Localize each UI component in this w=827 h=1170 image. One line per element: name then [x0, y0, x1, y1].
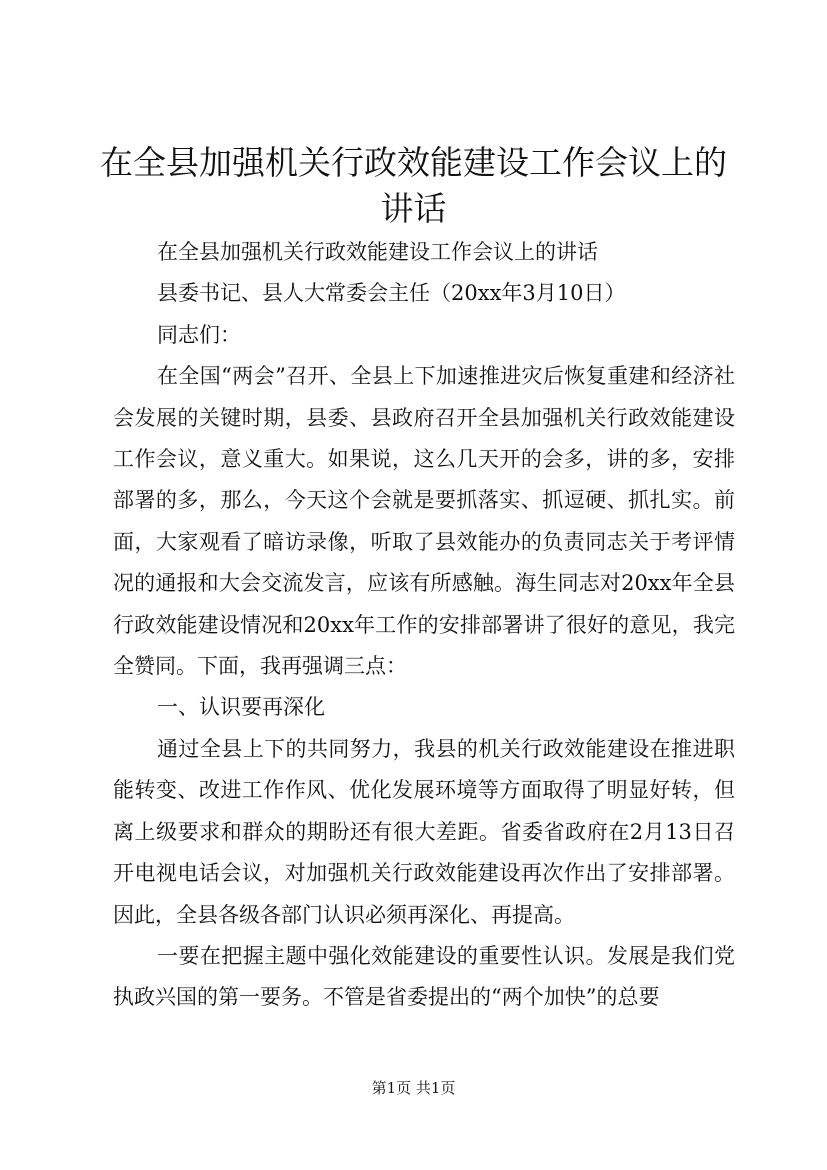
section-heading: 一、认识要再深化 [157, 695, 325, 720]
body-paragraph: 在全国“两会”召开、全县上下加速推进灾后恢复重建和经济社会发展的关键时期，县委、县政府召开全县加强机关行政效能建设工作会议，意义重大。如果说，这么几天开的会多，讲的多，安排部署的多，那么，今天这个会就是要抓落实、抓逗硬、抓扎实。前面，大家观看了暗访录像，听取了县效能办的负责同志关于考评情况的通报和大会交流发言，应该有所感触。海生同志对20xx年全县行政效能建设情况和20xx年工作的安排部署讲了很好的意见，我完全赞同。下面，我再强调三点： [113, 364, 735, 679]
speaker-line: 县委书记、县人大常委会主任（20xx年3月10日） [157, 281, 626, 306]
body-paragraph: 通过全县上下的共同努力，我县的机关行政效能建设在推进职能转变、改进工作作风、优化发展环境等方面取得了明显好转，但离上级要求和群众的期盼还有很大差距。省委省政府在2月13日召开电视电话会议，对加强机关行政效能建设再次作出了安排部署。因此，全县各级各部门认识必须再深化、再提高。 [113, 736, 735, 927]
document-title: 在全县加强机关行政效能建设工作会议上的讲话 [100, 143, 727, 228]
salutation: 同志们： [157, 322, 241, 347]
subtitle-paragraph: 在全县加强机关行政效能建设工作会议上的讲话 [157, 240, 598, 264]
page-footer: 第1页 共1页 [371, 1079, 456, 1097]
document-body [113, 232, 735, 1019]
body-paragraph: 一要在把握主题中强化效能建设的重要性认识。发展是我们党执政兴国的第一要务。不管是省委提出的“两个加快”的总要 [113, 943, 735, 1010]
